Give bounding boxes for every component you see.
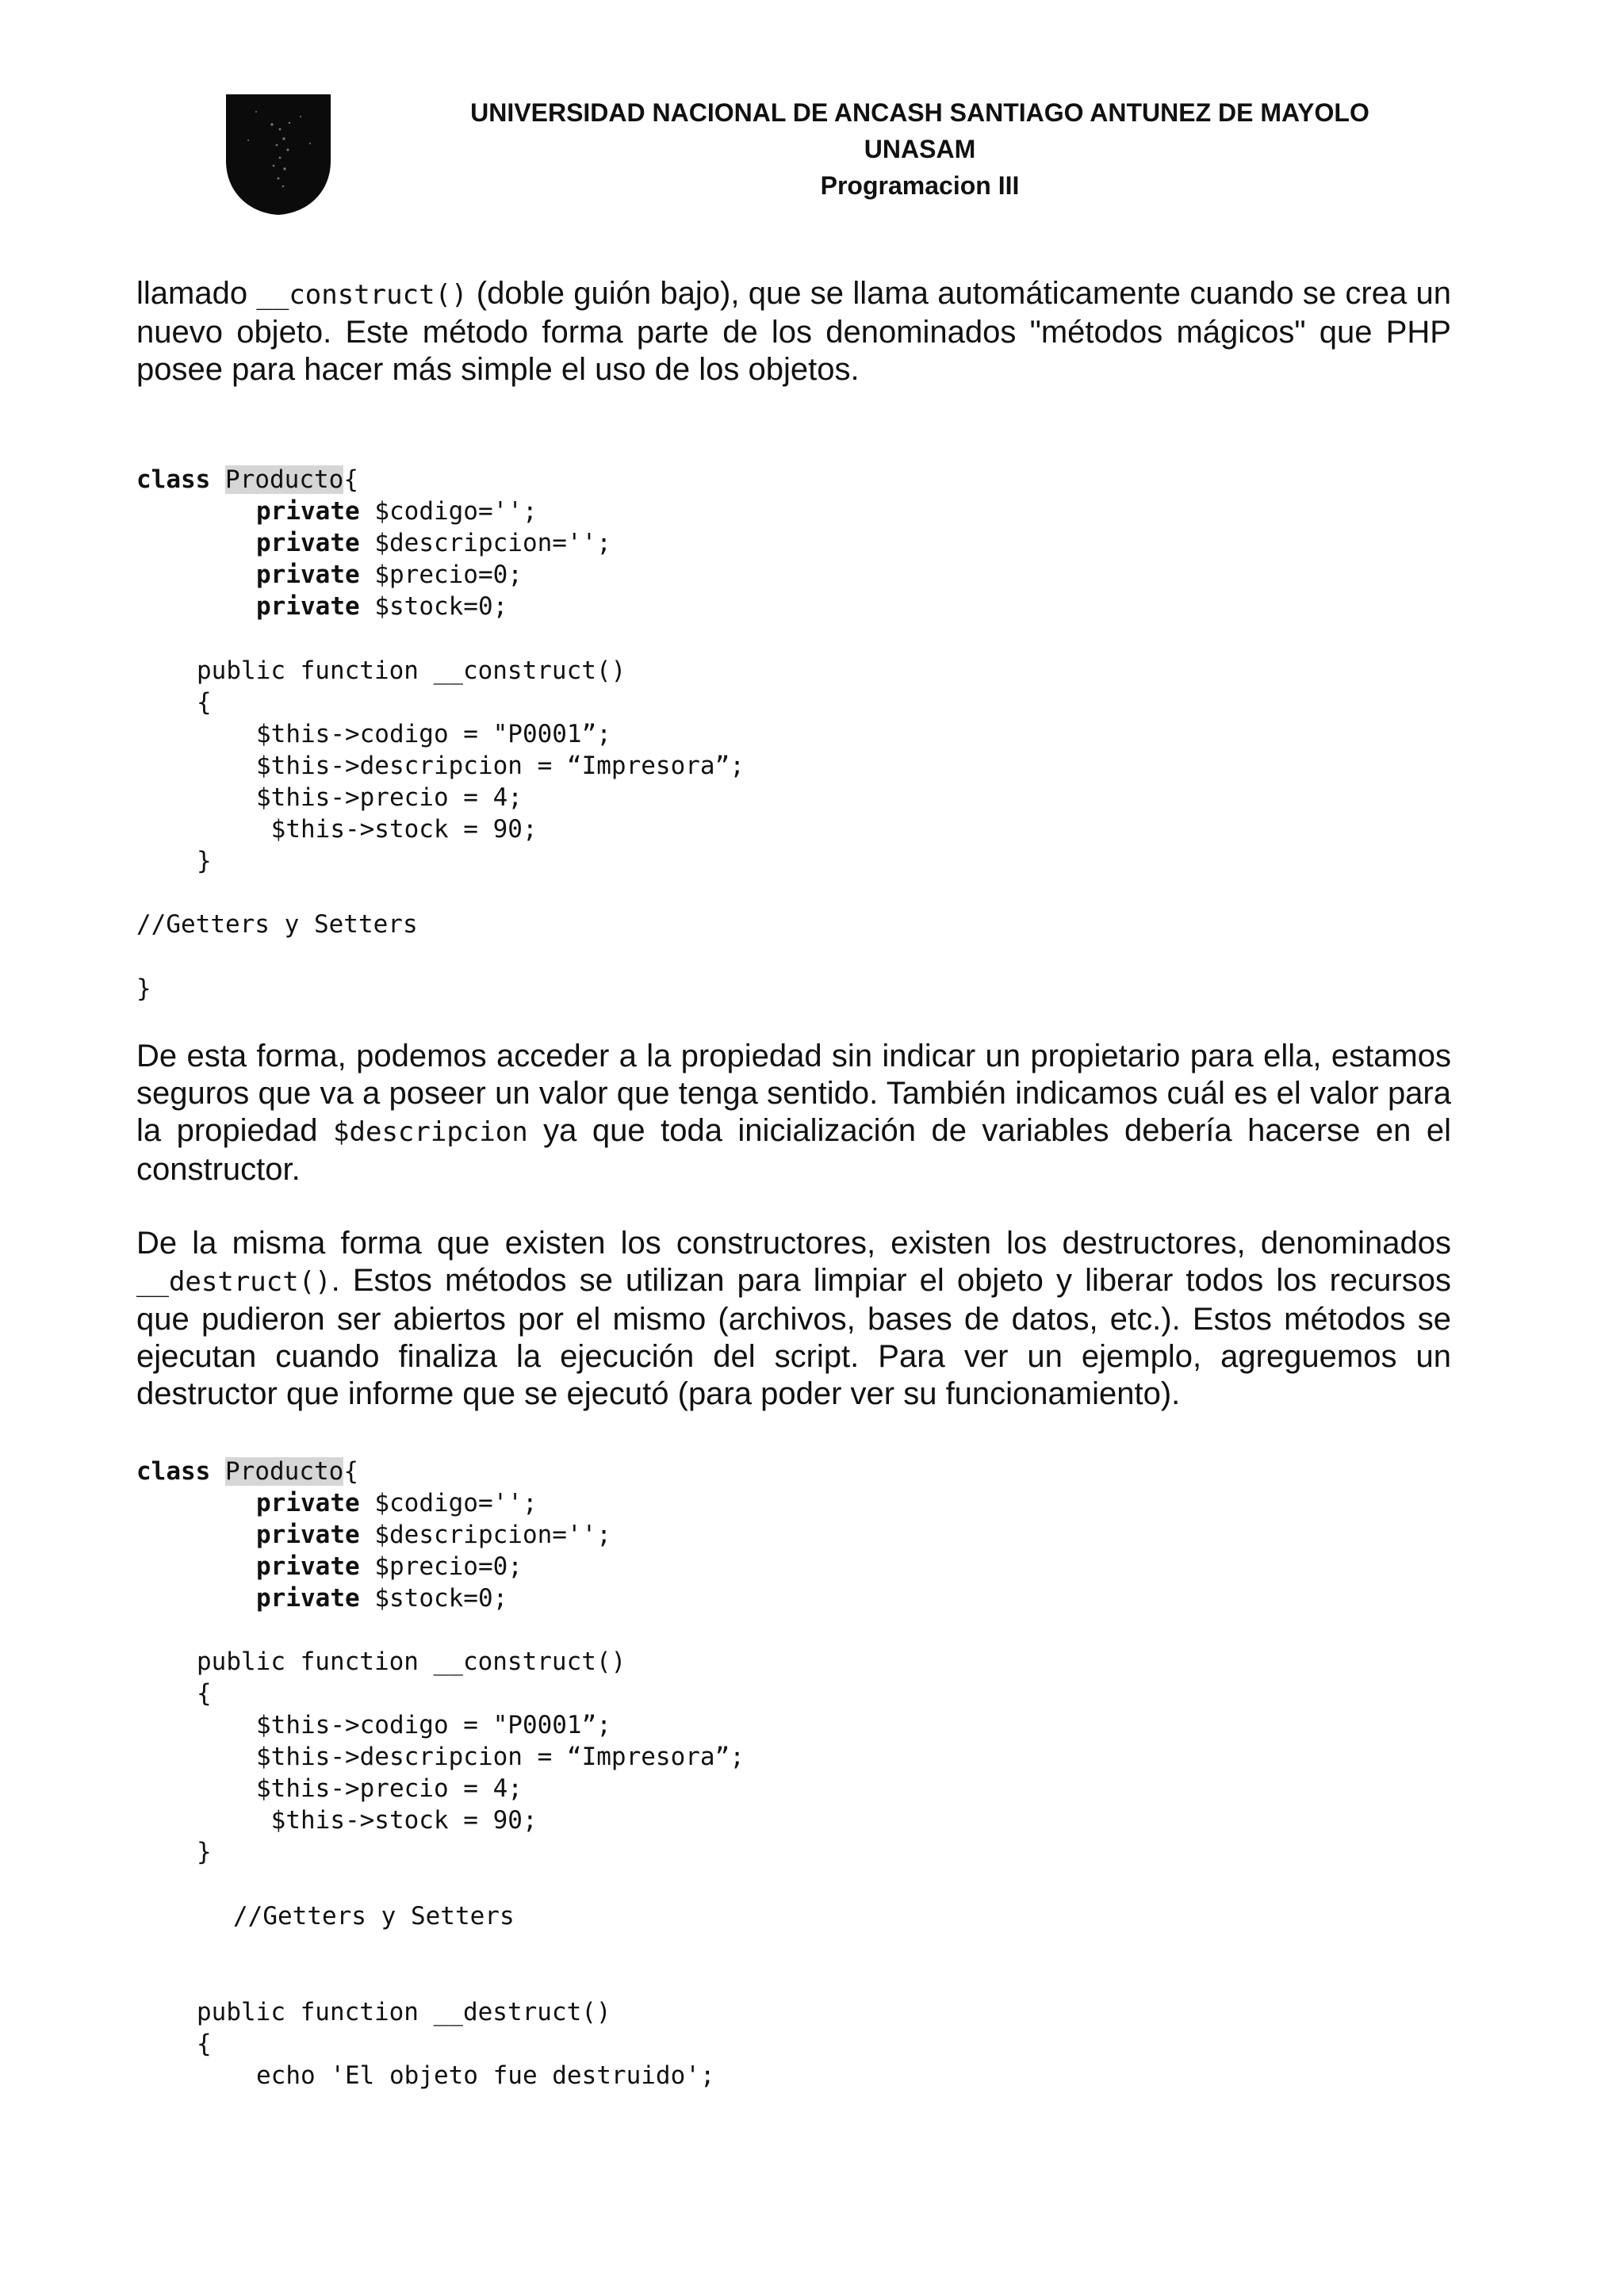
code-line: echo 'El objeto fue destruido'; (256, 2061, 715, 2090)
code-line: $this->descripcion = “Impresora”; (256, 752, 745, 780)
code-line: $this->precio = 4; (256, 1774, 523, 1803)
property: $stock=0; (374, 1584, 508, 1613)
university-name: UNIVERSIDAD NACIONAL DE ANCASH SANTIAGO ANTUNEZ DE MAYOLO (470, 98, 1369, 127)
text: llamado (136, 276, 257, 311)
keyword: class (136, 465, 211, 494)
keyword: private (256, 1489, 360, 1517)
code-line (256, 1519, 611, 1551)
code-line (256, 559, 523, 591)
code-line: $this->precio = 4; (256, 783, 523, 812)
code-line: { (197, 688, 212, 717)
code-line: $this->descripcion = “Impresora”; (256, 1743, 745, 1771)
property: $descripcion=''; (374, 1521, 611, 1549)
course-title: Programacion III (820, 171, 1020, 200)
inline-code: __construct() (256, 279, 468, 311)
code-line: public function __destruct() (197, 1998, 611, 2026)
brace: { (343, 1457, 358, 1486)
keyword: private (256, 1521, 360, 1549)
keyword: private (256, 561, 360, 589)
inline-code: $descripcion (333, 1116, 528, 1148)
code-line (256, 527, 611, 559)
class-name: Producto (225, 465, 344, 494)
university-crest-logo (224, 93, 332, 216)
keyword: class (136, 1457, 211, 1486)
code-line (256, 496, 538, 527)
property: $stock=0; (374, 592, 508, 621)
university-acronym: UNASAM (864, 135, 976, 163)
property: $codigo=''; (374, 497, 538, 526)
paragraph-destructor-intro (136, 1225, 1451, 1413)
code-line: } (136, 974, 151, 1003)
code-comment: //Getters y Setters (136, 910, 418, 939)
text: (doble guión bajo), que se llama automáticamente cuando se crea un nuevo objeto. Este método forma parte de los denominados "métodos mágicos" que PHP posee para hacer más simple el uso de los objetos. (136, 276, 1451, 387)
code-line: $this->codigo = "P0001”; (256, 1711, 611, 1739)
code-line (256, 1582, 508, 1614)
text: De la misma forma que existen los constructores, existen los destructores, denominados (136, 1226, 1451, 1261)
property: $descripcion=''; (374, 529, 611, 557)
code-line: } (197, 847, 212, 875)
code-line (256, 1551, 523, 1582)
code-line: { (197, 1679, 212, 1708)
code-line: public function __construct() (197, 656, 626, 685)
code-line: $this->codigo = "P0001”; (256, 720, 611, 748)
inline-code: __destruct() (136, 1266, 331, 1298)
property: $codigo=''; (374, 1489, 538, 1517)
keyword: private (256, 592, 360, 621)
code-line (256, 1487, 538, 1519)
property: $precio=0; (374, 561, 523, 589)
keyword: private (256, 529, 360, 557)
brace: { (343, 465, 358, 494)
class-name: Producto (225, 1457, 344, 1486)
code-line: public function __construct() (197, 1647, 626, 1676)
text: De esta forma, podemos acceder a la propiedad sin indicar un propietario para ella, estamos seguros que va a poseer un valor que tenga sentido. También indicamos cuál es el valor para la propiedad (136, 1039, 1451, 1148)
property: $precio=0; (374, 1552, 523, 1581)
code-comment: //Getters y Setters (233, 1902, 515, 1931)
code-line (136, 464, 358, 496)
code-line: { (197, 2030, 212, 2058)
code-line (136, 1456, 358, 1487)
paragraph-constructor-intro (136, 275, 1451, 388)
paragraph-constructor-explanation (136, 1038, 1451, 1188)
text: . Estos métodos se utilizan para limpiar el objeto y liberar todos los recursos que pudieron ser abiertos por el mismo (archivos, bases de datos, etc.). Estos métodos se ejecutan cuando finaliza la ejecución del script. Para ver un ejemplo, agreguemos un destructor que informe que se ejecutó (para poder ver su funcionamiento). (136, 1263, 1451, 1411)
text: ya que toda inicialización de variables debería hacerse en el constructor. (136, 1113, 1452, 1187)
code-line: } (197, 1838, 212, 1866)
keyword: private (256, 497, 360, 526)
code-line: $this->stock = 90; (256, 1806, 538, 1835)
keyword: private (256, 1584, 360, 1613)
code-line: $this->stock = 90; (256, 815, 538, 844)
keyword: private (256, 1552, 360, 1581)
code-line (256, 591, 508, 622)
